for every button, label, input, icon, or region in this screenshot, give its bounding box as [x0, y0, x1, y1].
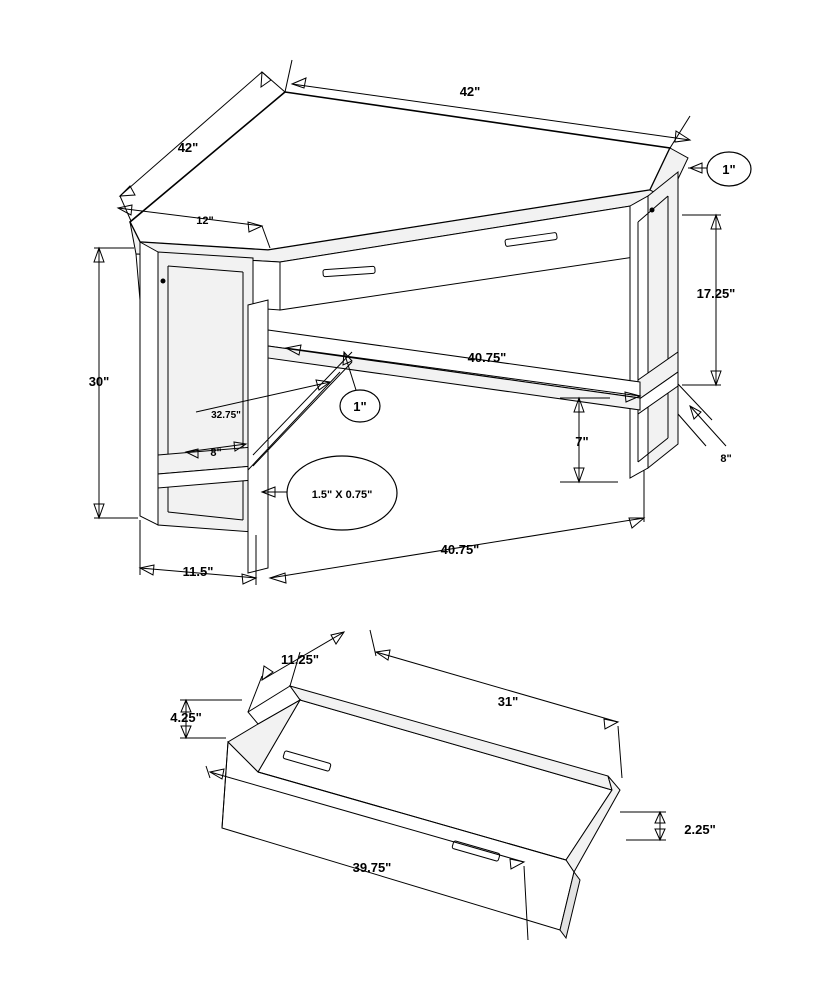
dim-drawer-box-height: 4.25": [170, 710, 202, 725]
callout-tube-profile: [262, 456, 397, 530]
callout-label-shelf-thickness: 1": [353, 399, 367, 414]
drawer-box: [222, 686, 620, 938]
callout-label-top-thickness: 1": [722, 162, 736, 177]
dim-drawer-inner-width: 31": [497, 694, 519, 709]
dim-base-left-depth: 11.5": [182, 564, 214, 579]
dim-drawer-bottom-thickness: 2.25": [684, 822, 716, 837]
dim-shelf-depth-left: 8": [210, 447, 222, 459]
leg-right: [630, 172, 678, 478]
leg-front: [248, 300, 268, 573]
dim-apron-height: 17.25": [696, 286, 736, 301]
dim-overall-height: 30": [88, 374, 110, 389]
dim-base-front-width: 40.75": [440, 542, 480, 557]
dim-shelf-depth-right: 8": [720, 453, 732, 465]
figure-desk-assembly: [89, 60, 751, 585]
dim-shelf-height-7: [560, 398, 618, 482]
callout-label-tube-profile: 1.5" X 0.75": [311, 489, 373, 501]
figure-drawer-detail: [170, 630, 715, 940]
dim-top-rear-width: 42": [459, 84, 481, 99]
dim-drawer-height-4-25: [170, 700, 242, 738]
dim-shelf-diagonal: 32.75": [211, 410, 241, 421]
dim-drawer-front-width: 39.75": [352, 860, 392, 875]
dim-shelf-depth-right-8: [678, 384, 732, 465]
dim-top-left-depth: 12": [196, 215, 214, 227]
dim-apron-height-17-25: [682, 215, 735, 385]
dim-lower-shelf-span: 40.75": [467, 350, 507, 365]
dim-drawer-bottom-2-25: [620, 812, 716, 840]
dim-overall-height-30: [89, 248, 138, 518]
dim-shelf-height: 7": [575, 434, 589, 449]
dim-top-left-width: 42": [177, 140, 199, 155]
leg-left: [140, 242, 253, 532]
dim-drawer-side-depth: 11.25": [281, 652, 319, 667]
callout-top-thickness: [688, 152, 751, 186]
